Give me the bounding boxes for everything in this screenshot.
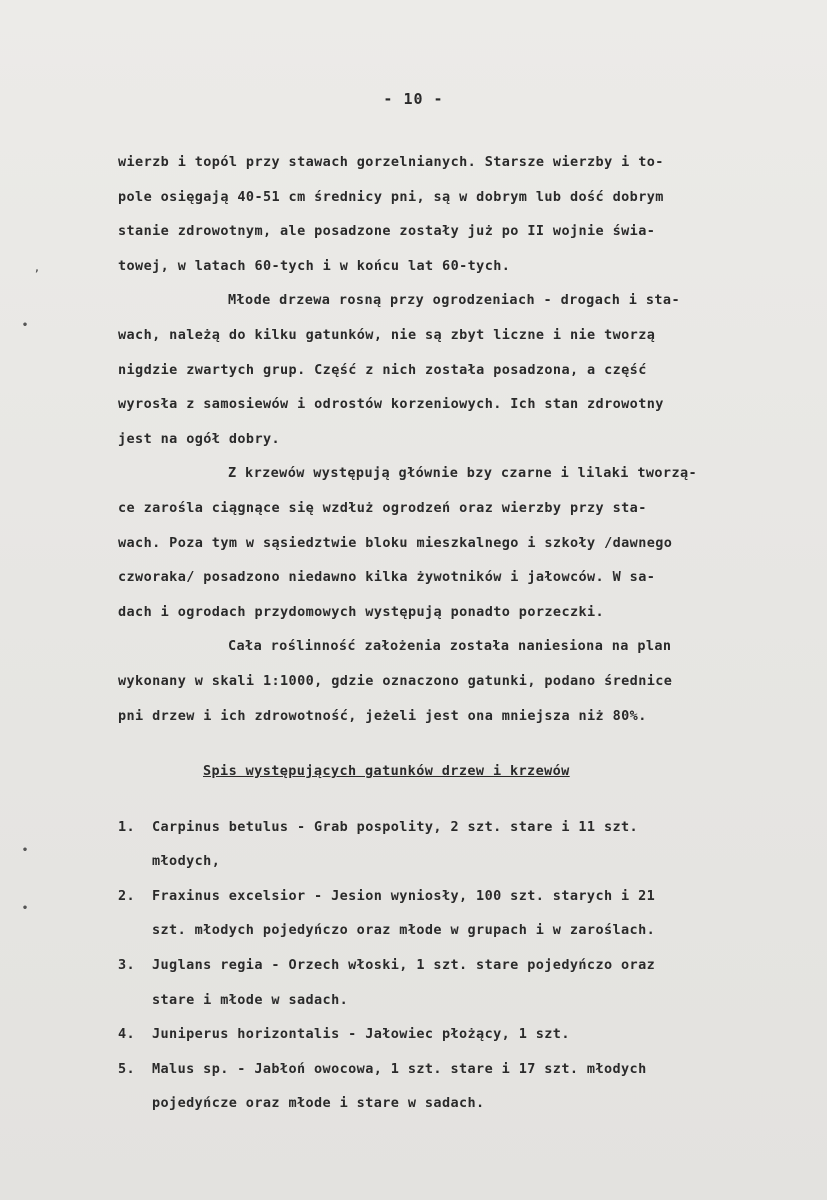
- margin-mark: ,: [34, 263, 41, 274]
- paragraph: [118, 283, 808, 456]
- section-heading: Spis występujących gatunków drzew i krzewów: [203, 763, 570, 780]
- list-item-text: Malus sp. - Jabłoń owocowa, 1 szt. stare i 17 szt. młodych: [152, 1060, 647, 1077]
- list-item-text: stare i młode w sadach.: [152, 991, 349, 1008]
- paragraph: [118, 456, 808, 629]
- list-item-number: 2.: [118, 887, 136, 904]
- margin-mark: •: [22, 320, 29, 331]
- text-line: wach, należą do kilku gatunków, nie są zbyt liczne i nie tworzą: [118, 326, 656, 343]
- text-line: wykonany w skali 1:1000, gdzie oznaczono gatunki, podano średnice: [118, 672, 673, 689]
- list-item-text: Carpinus betulus - Grab pospolity, 2 szt. stare i 11 szt.: [152, 818, 639, 835]
- text-line: nigdzie zwartych grup. Część z nich została posadzona, a część: [118, 361, 647, 378]
- list-item-text: pojedyńcze oraz młode i stare w sadach.: [152, 1095, 485, 1112]
- list-item-number: 5.: [118, 1060, 136, 1077]
- list-item-text: młodych,: [152, 853, 221, 870]
- list-item-text: szt. młodych pojedyńczo oraz młode w grupach i w zaroślach.: [152, 922, 656, 939]
- margin-mark: •: [22, 845, 29, 856]
- list-item-number: 3.: [118, 957, 136, 974]
- text-line: jest na ogół dobry.: [118, 430, 281, 447]
- text-line: towej, w latach 60-tych i w końcu lat 60-tych.: [118, 257, 511, 274]
- text-line: pni drzew i ich zdrowotność, jeżeli jest ona mniejsza niż 80%.: [118, 707, 647, 724]
- document-body: [118, 145, 808, 1121]
- list-item: [118, 1052, 808, 1121]
- paragraph: [118, 145, 808, 283]
- text-line: wach. Poza tym w sąsiedztwie bloku mieszkalnego i szkoły /dawnego: [118, 534, 673, 551]
- paragraph: [118, 629, 808, 733]
- list-item-number: 1.: [118, 818, 136, 835]
- list-item: [118, 1017, 808, 1052]
- page-number: - 10 -: [383, 90, 444, 108]
- list-item: [118, 948, 808, 1017]
- text-line: pole osięgają 40-51 cm średnicy pni, są w dobrym lub dość dobrym: [118, 188, 664, 205]
- text-line: stanie zdrowotnym, ale posadzone zostały już po II wojnie świa-: [118, 223, 656, 240]
- list-item-text: Juniperus horizontalis - Jałowiec płożący, 1 szt.: [152, 1026, 570, 1043]
- list-item-text: Fraxinus excelsior - Jesion wyniosły, 100 szt. starych i 21: [152, 887, 656, 904]
- text-line: ce zarośla ciągnące się wzdłuż ogrodzeń oraz wierzby przy sta-: [118, 499, 647, 516]
- text-line: czworaka/ posadzono niedawno kilka żywotników i jałowców. W sa-: [118, 569, 656, 586]
- list-item: [118, 810, 808, 879]
- text-line: wyrosła z samosiewów i odrostów korzeniowych. Ich stan zdrowotny: [118, 396, 664, 413]
- list-item-number: 4.: [118, 1026, 136, 1043]
- list-item-text: Juglans regia - Orzech włoski, 1 szt. stare pojedyńczo oraz: [152, 957, 656, 974]
- text-line: wierzb i topól przy stawach gorzelnianych. Starsze wierzby i to-: [118, 154, 664, 170]
- text-line: Młode drzewa rosną przy ogrodzeniach - drogach i sta-: [228, 292, 680, 309]
- species-list: [118, 810, 808, 1121]
- text-line: dach i ogrodach przydomowych występują ponadto porzeczki.: [118, 603, 605, 620]
- text-line: Z krzewów występują głównie bzy czarne i lilaki tworzą-: [228, 465, 698, 482]
- margin-mark: •: [22, 903, 29, 914]
- list-item: [118, 879, 808, 948]
- text-line: Cała roślinność założenia została naniesiona na plan: [228, 638, 672, 655]
